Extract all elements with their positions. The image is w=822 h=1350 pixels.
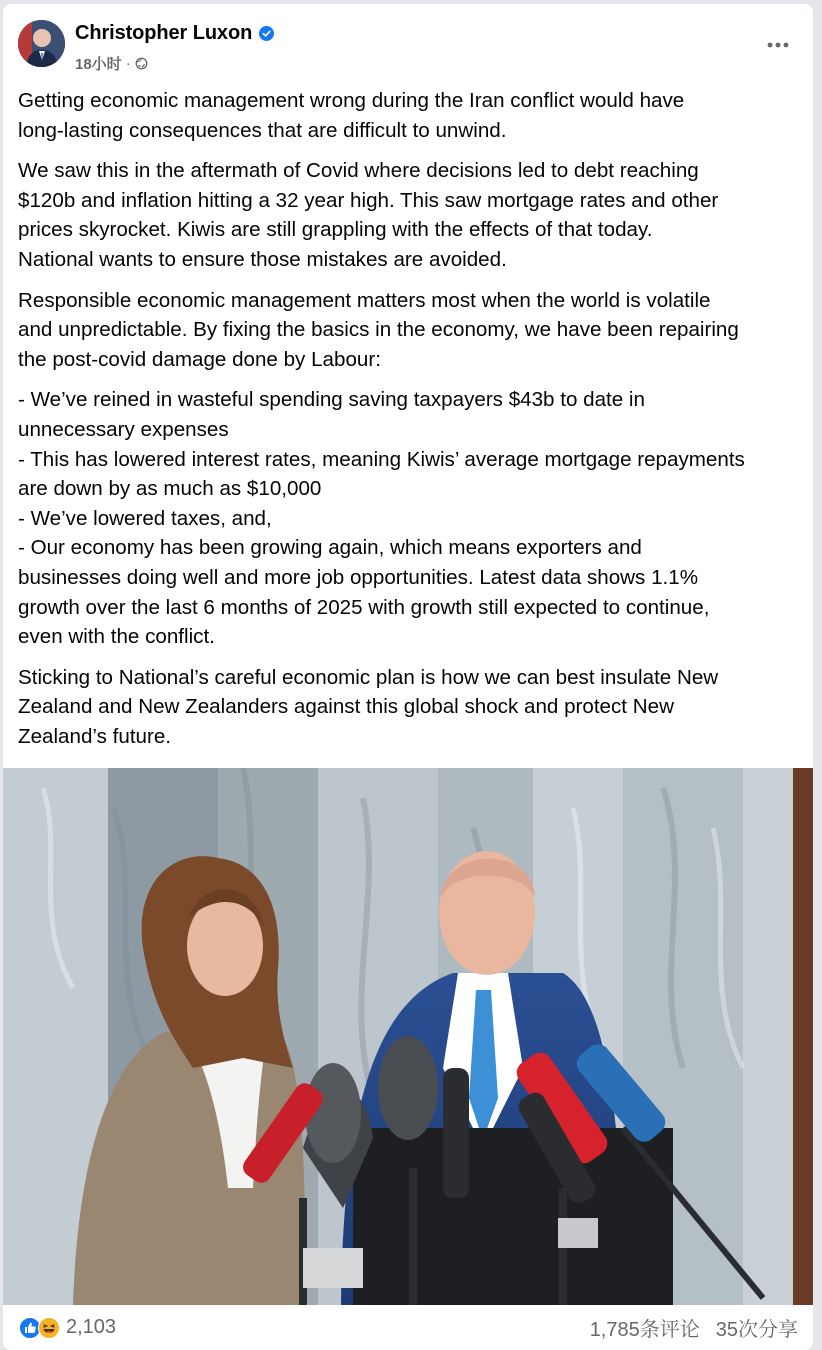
post-paragraph-1 (18, 86, 803, 145)
text-line: are down by as much as $10,000 (18, 477, 322, 501)
text-line: long-lasting consequences that are difficult to unwind. (18, 118, 507, 142)
reaction-count: 2,103 (66, 1316, 117, 1338)
text-line: Getting economic management wrong during the Iran conflict would have (18, 89, 685, 112)
post-paragraph-2 (18, 156, 803, 274)
post-card (3, 4, 813, 1350)
post-text (18, 86, 803, 762)
post-paragraph-5 (18, 663, 803, 752)
text-line: businesses doing well and more job opportunities. Latest data shows 1.1% (18, 565, 699, 589)
post-meta (75, 53, 148, 74)
text-line: the post-covid damage done by Labour: (18, 347, 381, 371)
post-paragraph-4 (18, 385, 803, 651)
text-line: unnecessary expenses (18, 417, 229, 441)
text-line: growth over the last 6 months of 2025 with growth still expected to continue, (18, 595, 710, 619)
post-timestamp[interactable]: 18小时 (75, 56, 122, 73)
haha-reaction-icon (38, 1317, 60, 1339)
press-conference-photo (3, 768, 813, 1305)
text-line: $120b and inflation hitting a 32 year high. This saw mortgage rates and other (18, 188, 719, 212)
author-line (75, 22, 274, 45)
more-options-button[interactable] (763, 30, 793, 60)
text-line: - This has lowered interest rates, meaning Kiwis’ average mortgage repayments (18, 447, 745, 471)
meta-separator: · (125, 55, 131, 72)
text-line: and unpredictable. By fixing the basics in the economy, we have been repairing (18, 318, 739, 342)
reactions-summary[interactable] (19, 1316, 116, 1339)
text-line: prices skyrocket. Kiwis are still grappling with the effects of that today. (18, 218, 653, 242)
text-line: Zealand and New Zealanders against this global shock and protect New (18, 695, 674, 719)
more-options-icon (767, 42, 789, 48)
shares-count[interactable]: 35次分享 (715, 1319, 798, 1341)
author-name[interactable]: Christopher Luxon (75, 22, 253, 44)
post-header (18, 20, 803, 80)
text-line: National wants to ensure those mistakes are avoided. (18, 247, 507, 271)
text-line: - Our economy has been growing again, which means exporters and (18, 536, 642, 560)
globe-icon[interactable] (135, 57, 148, 70)
post-paragraph-3 (18, 286, 803, 375)
comments-count[interactable]: 1,785条评论 (589, 1319, 700, 1341)
text-line: Sticking to National’s careful economic plan is how we can best insulate New (18, 665, 719, 689)
text-line: even with the conflict. (18, 625, 215, 649)
text-line: We saw this in the aftermath of Covid where decisions led to debt reaching (18, 159, 699, 183)
author-avatar[interactable] (18, 20, 65, 67)
text-line: Responsible economic management matters most when the world is volatile (18, 288, 711, 312)
text-line: Zealand’s future. (18, 724, 172, 748)
reaction-icons (19, 1317, 60, 1339)
text-line: - We’ve reined in wasteful spending saving taxpayers $43b to date in (18, 388, 645, 412)
verified-badge-icon (259, 26, 274, 41)
post-footer (3, 1305, 813, 1350)
engagement-stats (590, 1313, 798, 1342)
text-line: - We’ve lowered taxes, and, (18, 506, 272, 530)
post-photo[interactable] (3, 768, 813, 1305)
